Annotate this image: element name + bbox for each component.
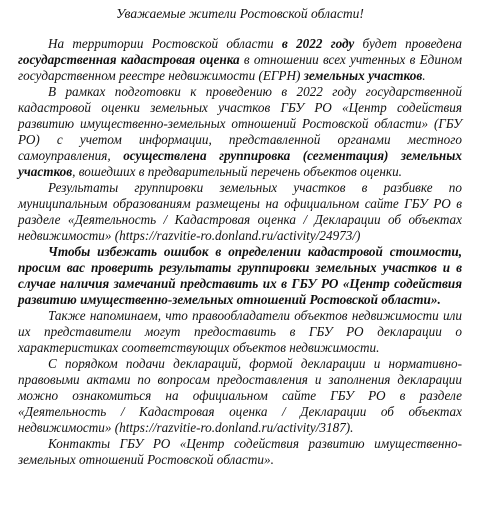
p2-bold-grouping: осуществлена группировка (сегментация) земельных участков — [18, 148, 462, 179]
notice-title: Уважаемые жители Ростовской области! — [116, 6, 364, 21]
p1-bold-assessment: государственная кадастровая оценка — [18, 52, 240, 67]
p1-text-2: будет проведена — [354, 36, 462, 51]
p2-text-2: , вошедших в предварительный перечень объектов оценки. — [72, 164, 402, 179]
paragraph-results — [18, 180, 462, 244]
paragraph-declaration-procedure — [18, 356, 462, 436]
p2-text-1: В рамках подготовки к проведению в 2022 году государственной кадастровой оценки земельных участков ГБУ РО «Центр содействия развитию имущественно-земельных отношений Ростовской области» (ГБУ РО) с учетом информации, представленной органами местного самоуправления, — [18, 84, 462, 163]
paragraph-contacts — [18, 436, 462, 468]
p4-bold-request: Чтобы избежать ошибок в определении кадастровой стоимости, просим вас проверить результаты группировки земельных участков и в случае наличия замечаний представить их в ГБУ РО «Центр содействия развитию имущественно-земельных отношений Ростовской области». — [18, 244, 462, 307]
p1-text-3: в отношении всех учтенных в Едином государственном реестре недвижимости (ЕГРН) — [18, 52, 463, 83]
paragraph-assessment-2022 — [18, 36, 462, 84]
p1-bold-year: в 2022 году — [281, 36, 355, 51]
p3-text-1: Результаты группировки земельных участков в разбивке по муниципальным образованиям размещены на официальном сайте ГБУ РО в разделе «Деятельность / Кадастровая оценка / Декларации об объектах недвижимости» (https://razvitie-ro.donland.ru/activity/24973/) — [18, 180, 462, 243]
paragraph-declarations-reminder — [18, 308, 462, 356]
paragraph-grouping — [18, 84, 462, 180]
p5-text-1: Также напоминаем, что правообладатели объектов недвижимости или их представители могут предоставить в ГБУ РО декларации о характеристиках соответствующих объектов недвижимости. — [18, 308, 462, 355]
p7-text-1: Контакты ГБУ РО «Центр содействия развитию имущественно-земельных отношений Ростовской области». — [18, 436, 462, 467]
p1-bold-land-plots: земельных участков — [303, 68, 423, 83]
p6-text-1: С порядком подачи деклараций, формой декларации и нормативно-правовыми актами по вопросам предоставления и заполнения декларации можно ознакомиться на официальном сайте ГБУ РО в разделе «Деятельность / Кадастровая оценка / Декларации об объектах недвижимости» (https://razvitie-ro.donland.ru/activity/3187). — [18, 356, 462, 435]
p1-text-4: . — [422, 68, 426, 83]
paragraph-request-check — [18, 244, 462, 308]
p1-text-1: На территории Ростовской области — [48, 36, 282, 51]
